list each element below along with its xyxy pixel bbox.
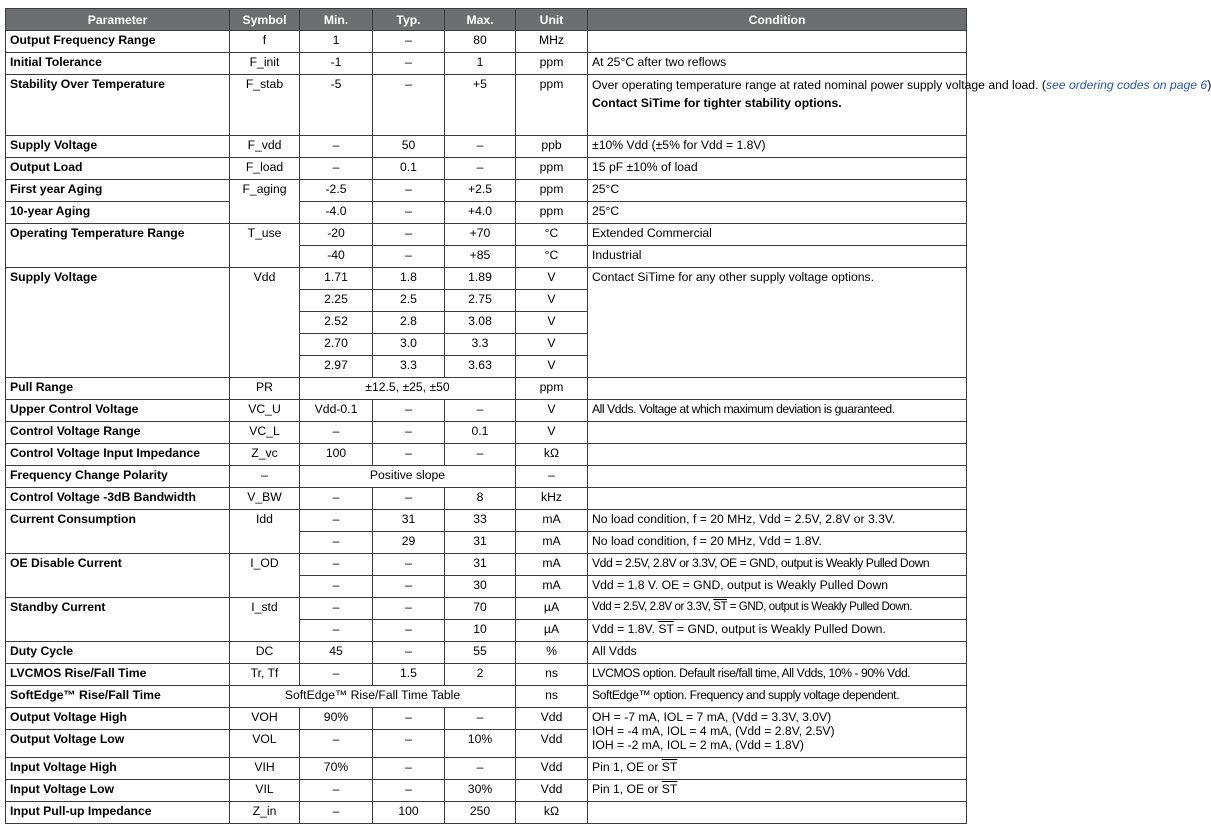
param-cell: Input Voltage Low [6,780,230,802]
max-cell: 0.1 [445,422,516,444]
st-signal: $\overline{ST}$ [658,622,674,636]
table-row [6,758,967,780]
table-row [6,400,967,422]
unit-cell: – [516,466,588,488]
typ-cell: 2.5 [373,290,445,312]
param-cell: LVCMOS Rise/Fall Time [6,664,230,686]
min-cell: -2.5 [300,180,373,202]
min-cell: – [300,598,373,620]
min-cell: 2.25 [300,290,373,312]
symbol-cell: VIH [230,758,300,780]
unit-cell: ppm [516,158,588,180]
typ-cell: – [373,422,445,444]
unit-cell: Vdd [516,758,588,780]
condition-line: IOH = -4 mA, IOL = 4 mA, (Vdd = 2.8V, 2.5V) [592,724,835,738]
max-cell: 3.3 [445,334,516,356]
condition-cell: Vdd = 1.8 V. OE = GND, output is Weakly Pulled Down [588,576,967,598]
table-row [6,466,967,488]
min-cell: -20 [300,224,373,246]
min-cell: – [300,780,373,802]
table-header-row [6,9,967,31]
condition-cell [588,620,967,642]
unit-cell: Vdd [516,708,588,730]
param-cell: Control Voltage Range [6,422,230,444]
condition-cell [588,802,967,824]
min-cell: 100 [300,444,373,466]
symbol-cell: T_use [230,224,300,268]
header-condition: Condition [588,9,967,31]
max-cell: 10% [445,730,516,758]
max-cell: +70 [445,224,516,246]
min-cell: – [300,510,373,532]
condition-cell [588,444,967,466]
min-cell: 2.70 [300,334,373,356]
symbol-cell: I_OD [230,554,300,598]
unit-cell: mA [516,510,588,532]
symbol-cell: f [230,31,300,53]
unit-cell: µA [516,620,588,642]
condition-cell [588,598,967,620]
min-cell: – [300,158,373,180]
typ-cell: – [373,758,445,780]
condition-cell [588,466,967,488]
table-row [6,422,967,444]
table-row [6,554,967,576]
symbol-cell: Vdd [230,268,300,378]
table-row [6,642,967,664]
max-cell: +5 [445,75,516,136]
typ-cell: – [373,53,445,75]
max-cell: 30% [445,780,516,802]
condition-text: Pin 1, OE or [592,782,662,796]
unit-cell: mA [516,554,588,576]
param-cell: Standby Current [6,598,230,642]
param-cell: Upper Control Voltage [6,400,230,422]
typ-cell: 3.0 [373,334,445,356]
condition-cell: No load condition, f = 20 MHz, Vdd = 2.5V, 2.8V or 3.3V. [588,510,967,532]
condition-cell [588,708,967,758]
min-cell: – [300,802,373,824]
min-cell: – [300,730,373,758]
unit-cell: kΩ [516,802,588,824]
param-cell: Output Load [6,158,230,180]
condition-text-end: = GND, output is Weakly Pulled Down. [726,600,913,613]
unit-cell: ppm [516,180,588,202]
condition-cell: SoftEdge™ option. Frequency and supply voltage dependent. [588,686,967,708]
condition-cell: Vdd = 2.5V, 2.8V or 3.3V, OE = GND, output is Weakly Pulled Down [588,554,967,576]
unit-cell: V [516,356,588,378]
typ-cell: 29 [373,532,445,554]
header-parameter: Parameter [6,9,230,31]
unit-cell: ns [516,664,588,686]
unit-cell: ppm [516,378,588,400]
max-cell: – [445,708,516,730]
unit-cell: °C [516,224,588,246]
param-cell: OE Disable Current [6,554,230,598]
condition-cell: All Vdds [588,642,967,664]
symbol-cell: F_stab [230,75,300,136]
header-unit: Unit [516,9,588,31]
symbol-cell: VC_U [230,400,300,422]
symbol-cell: Z_vc [230,444,300,466]
typ-cell: – [373,642,445,664]
min-cell: – [300,576,373,598]
min-cell: Vdd-0.1 [300,400,373,422]
typ-cell: – [373,576,445,598]
param-cell: Input Voltage High [6,758,230,780]
unit-cell: V [516,312,588,334]
max-cell: 2 [445,664,516,686]
typ-cell: 2.8 [373,312,445,334]
unit-cell: ns [516,686,588,708]
max-cell: 80 [445,31,516,53]
symbol-cell: F_vdd [230,136,300,158]
condition-text: Vdd = 2.5V, 2.8V or 3.3V, [592,600,714,613]
condition-cell [588,488,967,510]
st-signal: $\overline{ST}$ [661,782,678,796]
unit-cell: % [516,642,588,664]
st-signal: $\overline{ST}$ [661,760,678,774]
symbol-cell: VIL [230,780,300,802]
symbol-cell: F_load [230,158,300,180]
min-cell: – [300,136,373,158]
condition-cell: Contact SiTime for any other supply voltage options. [588,268,967,378]
min-cell: 2.97 [300,356,373,378]
min-cell: 90% [300,708,373,730]
symbol-cell: DC [230,642,300,664]
typ-cell: – [373,202,445,224]
min-cell: -4.0 [300,202,373,224]
condition-cell: ±10% Vdd (±5% for Vdd = 1.8V) [588,136,967,158]
unit-cell: ppb [516,136,588,158]
unit-cell: kΩ [516,444,588,466]
typ-cell: – [373,75,445,136]
min-cell: 2.52 [300,312,373,334]
condition-cell: No load condition, f = 20 MHz, Vdd = 1.8V. [588,532,967,554]
unit-cell: °C [516,246,588,268]
max-cell: +2.5 [445,180,516,202]
condition-cell: LVCMOS option. Default rise/fall time, All Vdds, 10% - 90% Vdd. [588,664,967,686]
range-cell: SoftEdge™ Rise/Fall Time Table [230,686,516,708]
param-cell: Duty Cycle [6,642,230,664]
range-cell: ±12.5, ±25, ±50 [300,378,516,400]
condition-cell [588,758,967,780]
param-cell: Stability Over Temperature [6,75,230,136]
unit-cell: mA [516,532,588,554]
table-row [6,53,967,75]
symbol-cell: Z_in [230,802,300,824]
param-cell: Supply Voltage [6,136,230,158]
min-cell: – [300,422,373,444]
symbol-cell: VOL [230,730,300,758]
table-row [6,180,967,202]
param-cell: SoftEdge™ Rise/Fall Time [6,686,230,708]
table-row [6,378,967,400]
typ-cell: – [373,444,445,466]
min-cell: – [300,620,373,642]
table-row [6,708,967,730]
condition-text: Vdd = 1.8V. [592,622,659,636]
typ-cell: – [373,598,445,620]
table-row [6,136,967,158]
condition-cell: 25°C [588,202,967,224]
table-row [6,31,967,53]
header-typ: Typ. [373,9,445,31]
min-cell: 1 [300,31,373,53]
param-cell: Control Voltage Input Impedance [6,444,230,466]
symbol-cell: PR [230,378,300,400]
max-cell: 10 [445,620,516,642]
table-row [6,202,967,224]
typ-cell: 0.1 [373,158,445,180]
unit-cell: V [516,268,588,290]
max-cell: +85 [445,246,516,268]
typ-cell: 1.8 [373,268,445,290]
table-row [6,802,967,824]
typ-cell: – [373,708,445,730]
condition-note: Contact SiTime for tighter stability options. [592,96,842,110]
unit-cell: ppm [516,53,588,75]
typ-cell: – [373,246,445,268]
unit-cell: ppm [516,202,588,224]
param-cell: Initial Tolerance [6,53,230,75]
symbol-cell: Idd [230,510,300,554]
unit-cell: µA [516,598,588,620]
typ-cell: – [373,780,445,802]
unit-cell: V [516,334,588,356]
unit-cell: MHz [516,31,588,53]
condition-cell [588,378,967,400]
unit-cell: Vdd [516,730,588,758]
max-cell: – [445,444,516,466]
symbol-cell: VOH [230,708,300,730]
param-cell: Current Consumption [6,510,230,554]
param-cell: First year Aging [6,180,230,202]
max-cell: 8 [445,488,516,510]
unit-cell: Vdd [516,780,588,802]
symbol-cell: VC_L [230,422,300,444]
condition-cell: Extended Commercial [588,224,967,246]
condition-text-end: ) [1207,78,1211,92]
condition-cell: 15 pF ±10% of load [588,158,967,180]
typ-cell: – [373,730,445,758]
param-cell: Output Voltage High [6,708,230,730]
table-row [6,510,967,532]
max-cell: 33 [445,510,516,532]
condition-cell: Industrial [588,246,967,268]
max-cell: 3.08 [445,312,516,334]
table-row [6,268,967,290]
condition-cell: All Vdds. Voltage at which maximum deviation is guaranteed. [588,400,967,422]
table-row [6,224,967,246]
condition-cell: At 25°C after two reflows [588,53,967,75]
condition-text: Pin 1, OE or [592,760,662,774]
symbol-cell: F_aging [230,180,300,224]
condition-cell [588,75,1211,136]
symbol-cell: V_BW [230,488,300,510]
typ-cell: – [373,488,445,510]
param-cell: Operating Temperature Range [6,224,230,268]
max-cell: 2.75 [445,290,516,312]
param-cell: Output Voltage Low [6,730,230,758]
param-cell: Control Voltage -3dB Bandwidth [6,488,230,510]
symbol-cell: – [230,466,300,488]
max-cell: 31 [445,554,516,576]
unit-cell: mA [516,576,588,598]
ordering-codes-link[interactable]: see ordering codes on page 6 [1045,78,1208,92]
min-cell: -5 [300,75,373,136]
typ-cell: – [373,620,445,642]
table-row [6,158,967,180]
condition-text-end: = GND, output is Weakly Pulled Down. [673,622,886,636]
param-cell: Pull Range [6,378,230,400]
max-cell: 1.89 [445,268,516,290]
table-row [6,686,967,708]
typ-cell: 1.5 [373,664,445,686]
condition-cell [588,780,967,802]
max-cell: 31 [445,532,516,554]
typ-cell: 100 [373,802,445,824]
unit-cell: ppm [516,75,588,136]
range-cell: Positive slope [300,466,516,488]
min-cell: 1.71 [300,268,373,290]
min-cell: 70% [300,758,373,780]
unit-cell: V [516,290,588,312]
table-row [6,488,967,510]
max-cell: – [445,400,516,422]
param-cell: Output Frequency Range [6,31,230,53]
unit-cell: V [516,400,588,422]
table-row [6,664,967,686]
min-cell: – [300,532,373,554]
condition-cell [588,31,967,53]
condition-line: OH = -7 mA, IOL = 7 mA, (Vdd = 3.3V, 3.0V) [592,710,832,724]
max-cell: 1 [445,53,516,75]
header-min: Min. [300,9,373,31]
condition-text: Over operating temperature range at rated nominal power supply voltage and load. ( [592,78,1046,92]
table-row [6,75,967,136]
max-cell: +4.0 [445,202,516,224]
table-row [6,780,967,802]
min-cell: -1 [300,53,373,75]
typ-cell: – [373,400,445,422]
typ-cell: – [373,31,445,53]
symbol-cell: Tr, Tf [230,664,300,686]
param-cell: Frequency Change Polarity [6,466,230,488]
unit-cell: V [516,422,588,444]
typ-cell: – [373,180,445,202]
typ-cell: – [373,224,445,246]
typ-cell: 50 [373,136,445,158]
max-cell: 3.63 [445,356,516,378]
max-cell: 70 [445,598,516,620]
max-cell: 55 [445,642,516,664]
param-cell: 10-year Aging [6,202,230,224]
param-cell: Input Pull-up Impedance [6,802,230,824]
st-signal: $\overline{ST}$ [713,600,727,613]
symbol-cell: I_std [230,598,300,642]
table-row [6,598,967,620]
typ-cell: 3.3 [373,356,445,378]
table-row [6,444,967,466]
typ-cell: – [373,554,445,576]
max-cell: 30 [445,576,516,598]
param-cell: Supply Voltage [6,268,230,378]
typ-cell: 31 [373,510,445,532]
condition-cell: 25°C [588,180,967,202]
condition-cell [588,422,967,444]
max-cell: – [445,158,516,180]
spec-table [5,8,1211,824]
min-cell: 45 [300,642,373,664]
unit-cell: kHz [516,488,588,510]
min-cell: – [300,664,373,686]
min-cell: – [300,488,373,510]
max-cell: – [445,758,516,780]
symbol-cell: F_init [230,53,300,75]
max-cell: – [445,136,516,158]
header-symbol: Symbol [230,9,300,31]
min-cell: -40 [300,246,373,268]
condition-line: IOH = -2 mA, IOL = 2 mA, (Vdd = 1.8V) [592,738,804,752]
min-cell: – [300,554,373,576]
header-max: Max. [445,9,516,31]
max-cell: 250 [445,802,516,824]
